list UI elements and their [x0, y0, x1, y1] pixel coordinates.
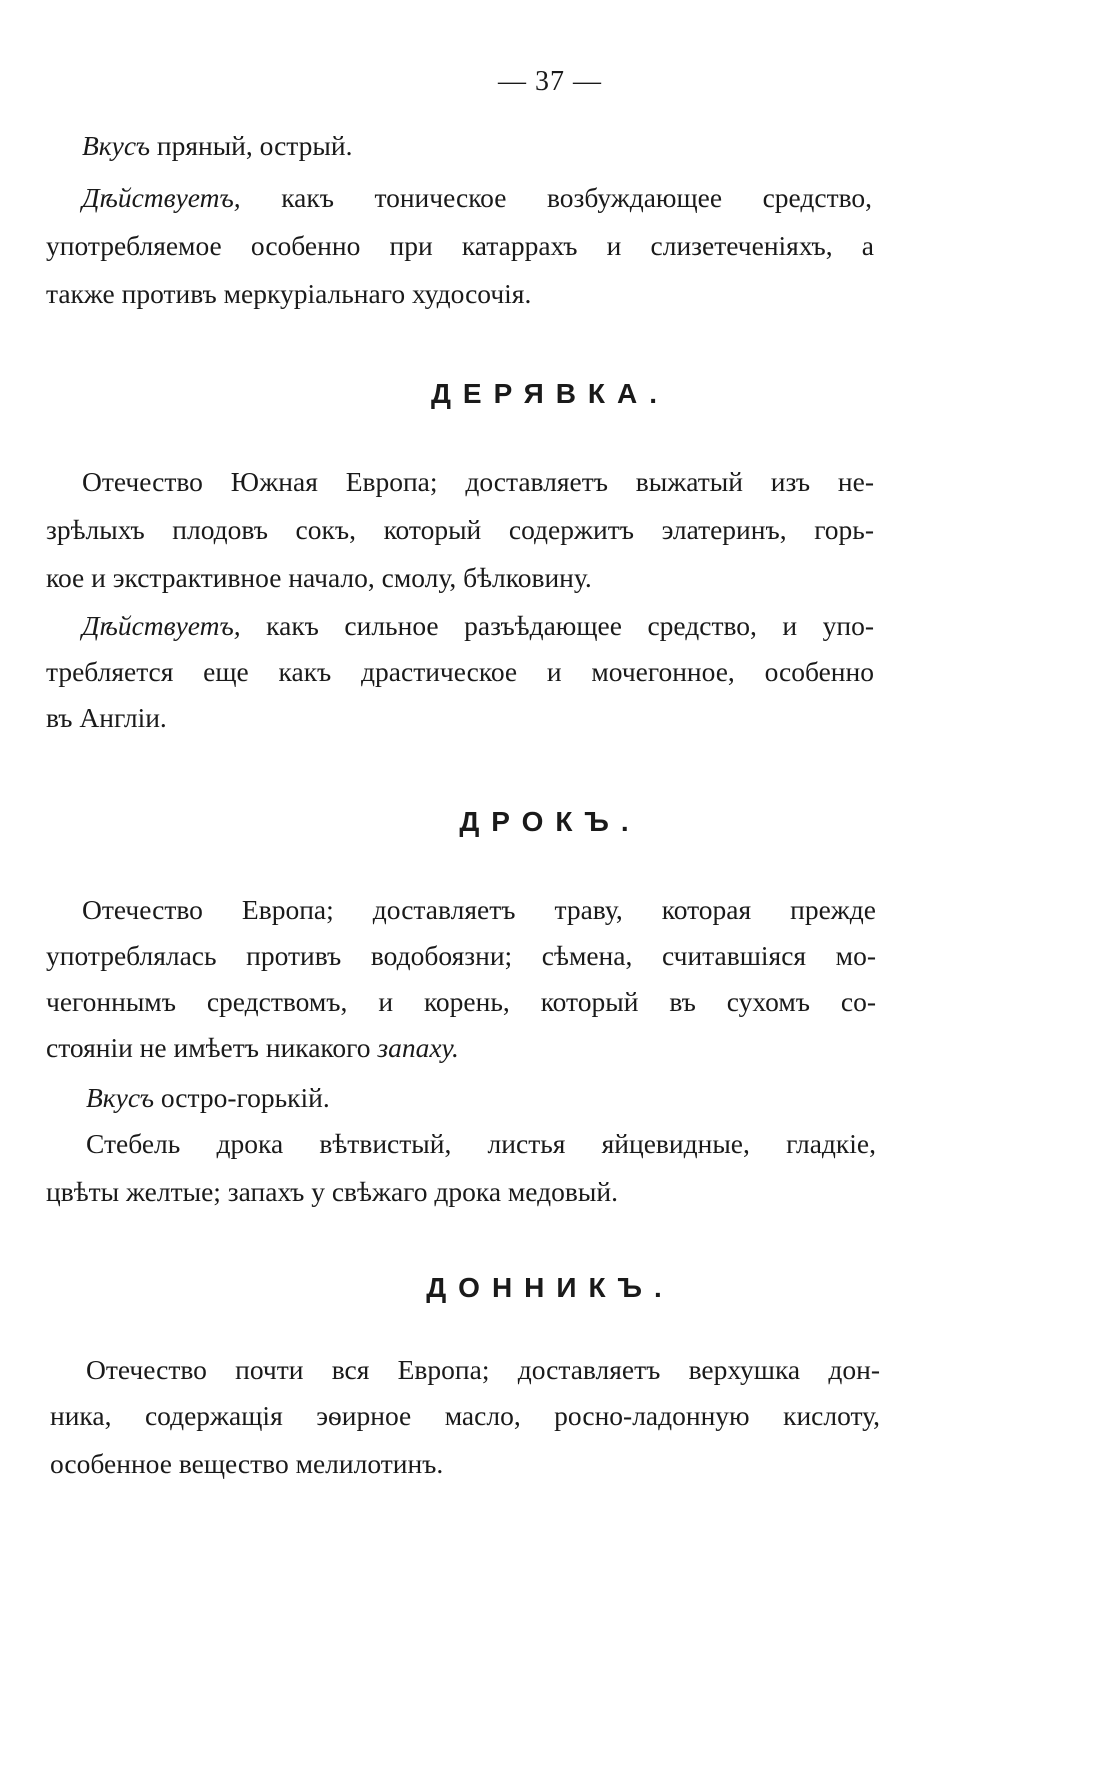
drok-smell-word: запаху. [377, 1032, 459, 1063]
intro-action-line-1 [82, 180, 872, 216]
drok-p1-line-4-text: стояніи не имѣетъ никакого [46, 1032, 371, 1063]
taste-text: остро-горькій. [160, 1082, 330, 1113]
drok-p1-line-4 [46, 1030, 459, 1066]
drok-p2-line-1: Стебель дрока вѣтвистый, листья яйцевидные, гладкіе, [86, 1128, 876, 1159]
drok-p1-line-3: чегоннымъ средствомъ, и корень, который въ сухомъ со- [46, 986, 876, 1017]
deryavka-p1-line-1: Отечество Южная Европа; доставляетъ выжатый изъ не- [82, 466, 874, 497]
deryavka-p1-line-3: кое и экстрактивное начало, смолу, бѣлковину. [46, 562, 592, 593]
drok-p1-line-2: употреблялась противъ водобоязни; сѣмена, считавшіяся мо- [46, 940, 876, 971]
heading-donnik: ДОННИКЪ. [426, 1272, 674, 1303]
deryavka-p2-line-3: въ Англіи. [46, 702, 167, 733]
deryavka-p1-line-2: зрѣлыхъ плодовъ сокъ, который содержитъ элатеринъ, горь- [46, 514, 874, 545]
intro-action-line-2: употребляемое особенно при катаррахъ и слизетеченіяхъ, а [46, 230, 874, 261]
taste-text: пряный, острый. [156, 130, 353, 161]
drok-taste-line [86, 1080, 330, 1116]
taste-label: Вкусъ [82, 130, 150, 161]
drok-p1-line-1: Отечество Европа; доставляетъ траву, которая прежде [82, 894, 876, 925]
donnik-p1-line-1: Отечество почти вся Европа; доставляетъ верхушка дон- [86, 1354, 880, 1385]
deryavka-p2-line-2: требляется еще какъ драстическое и мочегонное, особенно [46, 656, 874, 687]
heading-deryavka: ДЕРЯВКА. [430, 378, 670, 409]
taste-label: Вкусъ [86, 1082, 154, 1113]
action-text: какъ сильное разъѣдающее средство, и упо- [266, 610, 874, 641]
deryavka-p2-line-1 [82, 608, 874, 644]
intro-taste-line [82, 128, 352, 164]
action-label: Дѣйствуетъ, [82, 182, 241, 213]
page-number: — 37 — [498, 66, 602, 97]
donnik-p1-line-2: ника, содержащія эѳирное масло, росно-ладонную кислоту, [50, 1400, 880, 1431]
action-label: Дѣйствуетъ, [82, 610, 241, 641]
drok-p2-line-2: цвѣты желтые; запахъ у свѣжаго дрока медовый. [46, 1176, 618, 1207]
action-text: какъ тоническое возбуждающее средство, [281, 182, 873, 213]
heading-drok: ДРОКЪ. [459, 806, 641, 837]
intro-action-line-3: также противъ меркуріальнаго худосочія. [46, 278, 532, 309]
donnik-p1-line-3: особенное вещество мелилотинъ. [50, 1448, 444, 1479]
